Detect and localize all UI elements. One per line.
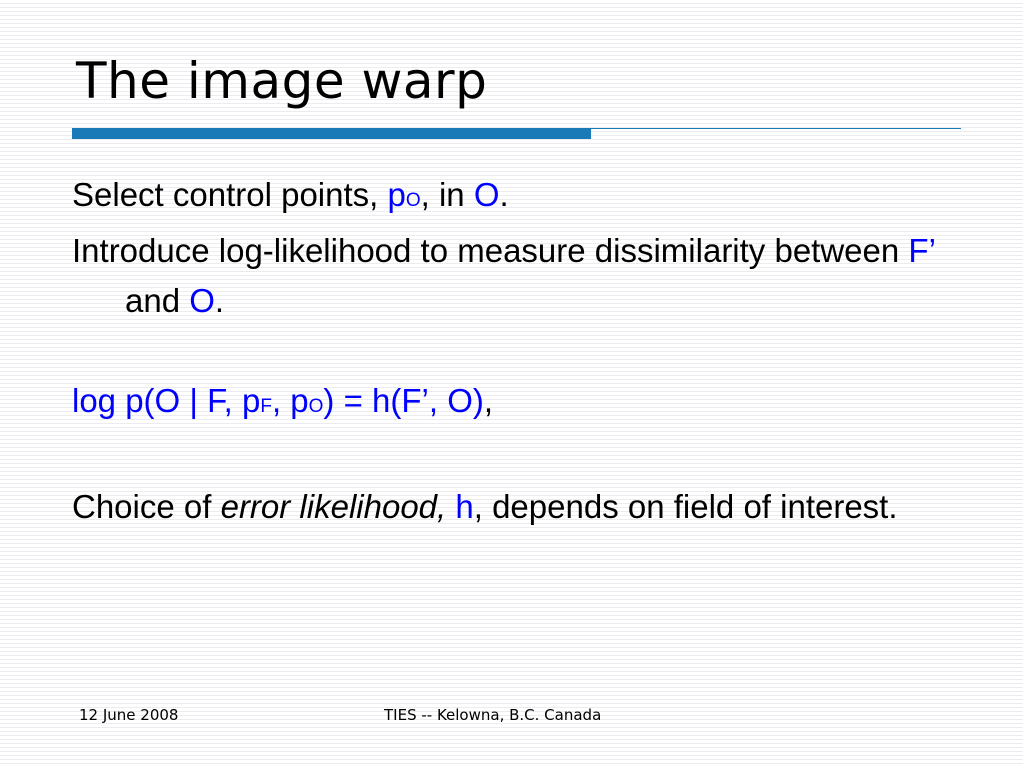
text-run: . [499,176,509,213]
symbol-h: h [455,488,474,525]
text-run: , in [420,176,474,213]
bullet-introduce-log-likelihood [72,226,952,326]
text-run: and [125,282,190,319]
text-run: log p(O | F, p [72,382,261,419]
footer-conference: TIES -- Kelowna, B.C. Canada [384,706,602,724]
subscript-f: F [260,396,272,417]
bullet-choice-of-error-likelihood [72,482,952,532]
slide-title: The image warp [76,52,488,110]
title-underline-thin [591,128,961,129]
text-run: ) = h(F’, O) [323,382,484,419]
text-run: , p [271,382,309,419]
equation-log-likelihood [72,376,952,432]
symbol-f-prime: F’ [908,232,935,269]
spacer [72,326,952,376]
text-run: Introduce log-likelihood to measure dissimilarity between [72,232,909,269]
spacer [72,432,952,482]
slide-body [72,170,952,532]
text-run: , depends on field of interest. [473,488,898,525]
text-run: Choice of [72,488,221,525]
symbol-p [388,176,421,213]
equation-expression [72,382,484,419]
subscript-o: O [308,396,324,417]
text-run: . [214,282,225,319]
bullet-select-control-points [72,170,952,226]
text-run: , [483,382,494,419]
text-run: Select control points, [72,176,388,213]
text-run [446,488,455,525]
subscript-o: O [405,190,421,211]
footer-date: 12 June 2008 [79,706,179,724]
symbol-o: O [189,282,215,319]
symbol-o: O [473,176,500,213]
title-underline-thick [72,128,591,139]
italic-term: error likelihood, [220,488,447,525]
text-run: p [387,176,406,213]
